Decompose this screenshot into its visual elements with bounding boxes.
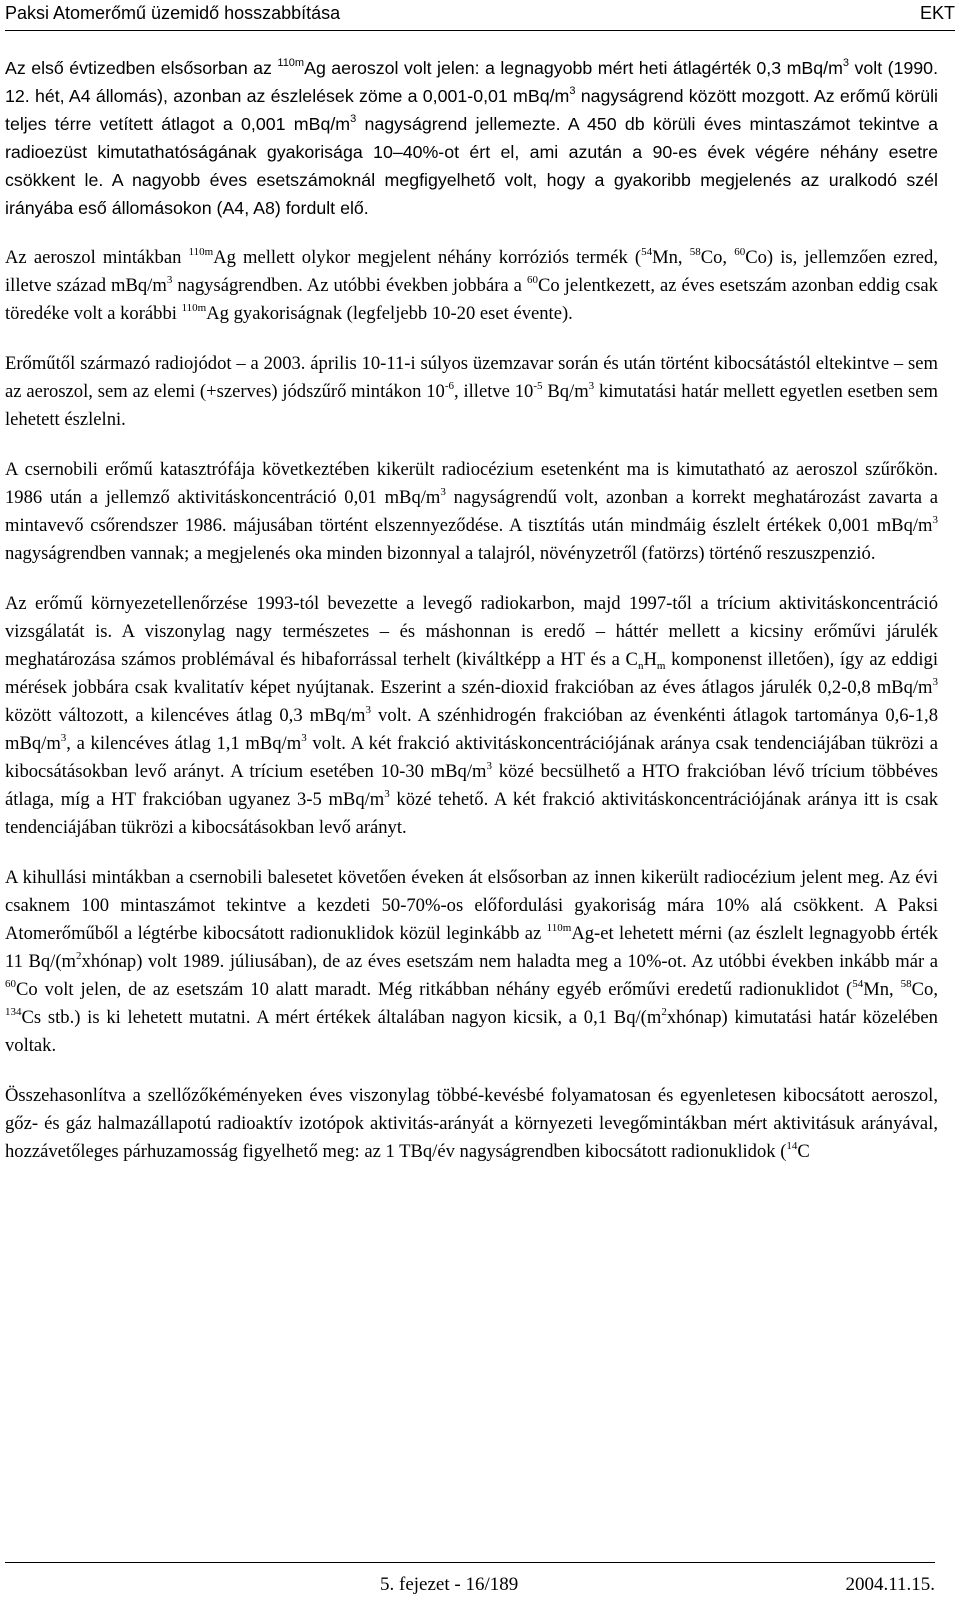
page-number: 5. fejezet - 16/189 <box>380 1574 519 1595</box>
superscript: 54 <box>641 246 653 258</box>
text-run: A csernobili erőmű katasztrófája következtében kikerült radiocézium esetenként ma is kimutatható az aeroszol szűrőkön. 1986 után a jellemző aktivitáskoncentráció 0,01 mBq/m <box>5 459 938 508</box>
text-run: Ag gyakoriságnak (legfeljebb 10-20 eset évente). <box>206 303 573 324</box>
text-run: Ag mellett olykor megjelent néhány korróziós termék ( <box>213 247 642 268</box>
text-run: , a kilencéves átlag 1,1 mBq/m <box>66 733 302 754</box>
header-org: EKT <box>919 3 955 23</box>
superscript: 3 <box>301 732 307 744</box>
text-run: volt (1990. 12. hét, A4 állomás), azonban az észlelések zöme a 0,001-0,01 mBq/m <box>5 58 939 106</box>
superscript: 60 <box>526 274 538 286</box>
subscript: m <box>656 660 666 672</box>
superscript: 3 <box>440 486 446 498</box>
text-run: Az első évtizedben elsősorban az <box>5 58 278 78</box>
text-run: Co, <box>700 247 735 268</box>
text-run: nagyságrend között mozgott. Az erőmű körüli teljes térre vetített átlagot a 0,001 mBq/m <box>5 86 938 134</box>
superscript: 60 <box>5 978 16 990</box>
superscript: 3 <box>60 732 67 744</box>
page-header <box>5 0 955 31</box>
text-run: Mn, <box>863 979 901 1000</box>
text-run: Co, <box>911 979 938 1000</box>
text-run: Erőműtől származó radiojódot – a 2003. április 10-11-i súlyos üzemzavar során és után történt kibocsátástól eltekintve – sem az aeroszol, sem az elemi (+szerves) jódszűrő mintákon 10 <box>5 353 938 402</box>
text-run: nagyságrendű volt, azonban a korrekt meghatározást zavarta a mintavevő csőrendszer 1986. májusában történt elszennyeződése. A tisztítás után mindmáig észlelt értékek 0,001 mBq/m <box>5 487 938 536</box>
page-footer <box>0 1572 935 1598</box>
superscript: 3 <box>588 380 595 392</box>
superscript: 110m <box>188 246 214 258</box>
text-run: Co jelentkezett, az éves esetszám azonban eddig csak töredéke volt a korábbi <box>5 275 938 324</box>
superscript: 3 <box>350 113 357 125</box>
superscript: 3 <box>932 514 938 526</box>
text-run: közé tehető. A két frakció aktivitáskoncentrációjának aránya itt is csak tendenciájában tükrözi a kibocsátásokban levő arányt. <box>5 789 938 838</box>
text-run: Mn, <box>652 247 690 268</box>
superscript: 3 <box>486 760 492 772</box>
text-run: Ag aeroszol volt jelen: a legnagyobb mért heti átlagérték 0,3 mBq/m <box>304 58 843 78</box>
subscript: n <box>637 660 644 672</box>
text-run: között változott, a kilencéves átlag 0,3 mBq/m <box>5 705 366 726</box>
superscript: 2 <box>75 950 82 962</box>
text-run: Co) is, jellemzően ezred, illetve század mBq/m <box>5 247 938 296</box>
text-run: C <box>797 1141 810 1162</box>
text-run: komponenst illetően), így az eddigi mérések jobbára csak kvalitatív képet nyújtanak. Eszerint a szén-dioxid frakcióban az éves átlagos járulék 0,2-0,8 mBq/m <box>5 649 938 698</box>
superscript: 60 <box>734 246 746 258</box>
superscript: 3 <box>166 274 173 286</box>
body-text <box>5 54 938 1166</box>
footer-divider <box>5 1562 935 1563</box>
text-run: volt. A szénhidrogén frakcióban az évenkénti átlagok tartománya 0,6-1,8 mBq/m <box>5 705 938 754</box>
superscript: 3 <box>569 85 576 97</box>
superscript: -5 <box>533 380 543 392</box>
superscript: 14 <box>786 1140 798 1152</box>
paragraph <box>5 54 938 222</box>
text-run: H <box>643 649 657 670</box>
superscript: 3 <box>842 57 850 69</box>
paragraph <box>5 244 938 328</box>
text-run: Az aeroszol mintákban <box>5 247 189 268</box>
superscript: 2 <box>661 1006 667 1018</box>
superscript: 58 <box>900 978 912 990</box>
paragraph <box>5 590 938 842</box>
text-run: Cs stb.) is ki lehetett mutatni. A mért értékek általában nagyon kicsik, a 0,1 Bq/(m <box>21 1007 662 1028</box>
text-run: volt. A két frakció aktivitáskoncentrációjának aránya csak tendenciájában tükrözi a kibocsátásokban levő arányt. A trícium esetében 10-30 mBq/m <box>5 733 938 782</box>
text-run: Ag-et lehetett mérni (az észlelt legnagyobb érték 11 Bq/(m <box>5 923 938 972</box>
superscript: 58 <box>689 246 701 258</box>
paragraph <box>5 350 938 434</box>
paragraph <box>5 1082 938 1166</box>
superscript: 3 <box>365 704 371 716</box>
text-run: nagyságrendben. Az utóbbi években jobbára a <box>172 275 527 296</box>
superscript: 110m <box>546 922 572 934</box>
superscript: 110m <box>277 57 305 69</box>
superscript: 3 <box>384 788 390 800</box>
superscript: 110m <box>181 302 207 314</box>
superscript: 3 <box>932 676 938 688</box>
document-date: 2004.11.15. <box>845 1574 935 1595</box>
text-run: A kihullási mintákban a csernobili balesetet követően éveken át elsősorban az innen kikerült radiocézium jelent meg. Az évi csaknem 100 mintaszámot tekintve a kezdeti 50-70%-os előfordulási gyakoriság mára 10% alá csökkent. A Paksi Atomerőműből a légtérbe kibocsátott radionuklidok közül leginkább az <box>5 867 938 944</box>
text-run: közé becsülhető a HTO frakcióban lévő trícium többéves átlaga, míg a HT frakcióban ugyanez 3-5 mBq/m <box>5 761 938 810</box>
superscript: 134 <box>5 1006 22 1018</box>
text-run: Összehasonlítva a szellőzőkéményeken éves viszonylag többé-kevésbé folyamatosan és egyenletesen kibocsátott aeroszol, gőz- és gáz halmazállapotú radioaktív izotópok aktivitás-arányát a környezeti levegőmintákban mért aktivitásuk arányával, hozzávetőleges párhuzamosság figyelhető meg: az 1 TBq/év nagyságrendben kibocsátott radionuklidok ( <box>5 1085 938 1162</box>
text-run: Co volt jelen, de az esetszám 10 alatt maradt. Még ritkábban néhány egyéb erőművi eredetű radionuklidot ( <box>16 979 853 1000</box>
text-run: Bq/m <box>542 381 589 402</box>
text-run: nagyságrend jellemezte. A 450 db körüli éves mintaszámot tekintve a radioezüst kimutathatóságának gyakorisága 10–40%-ot ért el, ami azután a 90-es évek végére néhány esetre csökkent le. A nagyobb éves esetszámoknál megfigyelhető volt, hogy a gyakoribb megjelenés az uralkodó szél irányába eső állomásokon (A4, A8) fordult elő. <box>5 114 939 218</box>
paragraph <box>5 864 938 1060</box>
text-run: xhónap) kimutatási határ közelében voltak. <box>5 1007 938 1056</box>
superscript: 54 <box>852 978 864 990</box>
paragraph <box>5 456 938 568</box>
text-run: Az erőmű környezetellenőrzése 1993-tól bevezette a levegő radiokarbon, majd 1997-től a trícium aktivitáskoncentráció vizsgálatát is. A viszonylag nagy természetes – és máshonnan is eredő – háttér mellett a kicsiny erőművi járulék meghatározása számos problémával és hibaforrással terhelt (kiváltképp a HT és a C <box>5 593 938 670</box>
text-run: xhónap) volt 1989. júliusában), de az éves esetszám nem haladta meg a 10%-ot. Az utóbbi években inkább már a <box>81 951 938 972</box>
text-run: kimutatási határ mellett egyetlen esetben sem lehetett észlelni. <box>5 381 938 430</box>
text-run: , illetve 10 <box>454 381 534 402</box>
header-title: Paksi Atomerőmű üzemidő hosszabbítása <box>5 3 341 23</box>
text-run: nagyságrendben vannak; a megjelenés oka minden bizonnyal a talajról, növényzetről (fatörzs) történő reszuszpenzió. <box>5 543 876 564</box>
superscript: -6 <box>444 380 454 392</box>
